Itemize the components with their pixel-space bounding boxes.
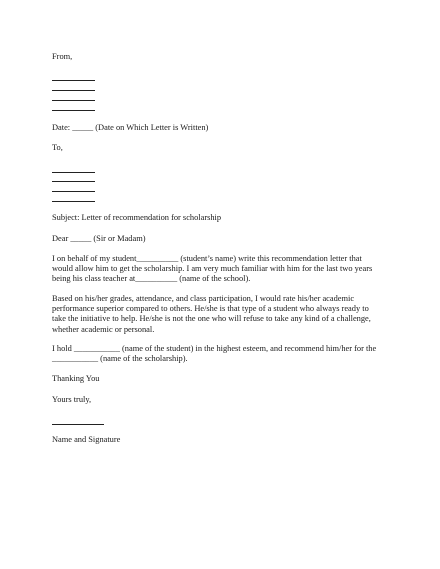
sender-blank-line <box>52 90 95 91</box>
paragraph-1 <box>52 254 374 285</box>
recipient-blank-line <box>52 191 95 192</box>
to-label: To, <box>52 143 63 152</box>
date-line: Date: _____ (Date on Which Letter is Written) <box>52 123 209 132</box>
from-label: From, <box>52 52 73 61</box>
paragraph-1-line: being his class teacher at__________ (name of the school). <box>52 274 251 284</box>
salutation: Dear _____ (Sir or Madam) <box>52 234 146 243</box>
sender-blank-line <box>52 100 95 101</box>
paragraph-3-line: ___________ (name of the scholarship). <box>52 354 188 364</box>
closing-line: Yours truly, <box>52 395 92 404</box>
recipient-blank-line <box>52 172 95 173</box>
signature-label: Name and Signature <box>52 435 121 444</box>
paragraph-2-line: take the initiative to help. He/she is not the one who will refuse to take any kind of a challenge, <box>52 314 371 324</box>
signature-blank-line <box>52 424 104 425</box>
paragraph-2-line: Based on his/her grades, attendance, and class participation, I would rate his/her academic <box>52 294 355 303</box>
paragraph-3 <box>52 344 377 364</box>
subject-line: Subject: Letter of recommendation for scholarship <box>52 213 222 222</box>
sender-blank-line <box>52 110 95 111</box>
paragraph-2-line: whether academic or personal. <box>52 324 155 334</box>
recipient-blank-line <box>52 181 95 182</box>
paragraph-2 <box>52 294 374 335</box>
thanking-line: Thanking You <box>52 374 100 383</box>
recipient-blank-line <box>52 201 95 202</box>
paragraph-2-line: performance superior compared to others. He/she is that type of a student who always ready to <box>52 304 369 314</box>
paragraph-1-line: would allow him to get the scholarship. I am very much familiar with him for the last two years <box>52 264 373 274</box>
paragraph-1-line: I on behalf of my student__________ (student’s name) write this recommendation letter that <box>52 254 362 263</box>
paragraph-3-line: I hold ___________ (name of the student) in the highest esteem, and recommend him/her for the <box>52 344 377 353</box>
sender-blank-line <box>52 80 95 81</box>
